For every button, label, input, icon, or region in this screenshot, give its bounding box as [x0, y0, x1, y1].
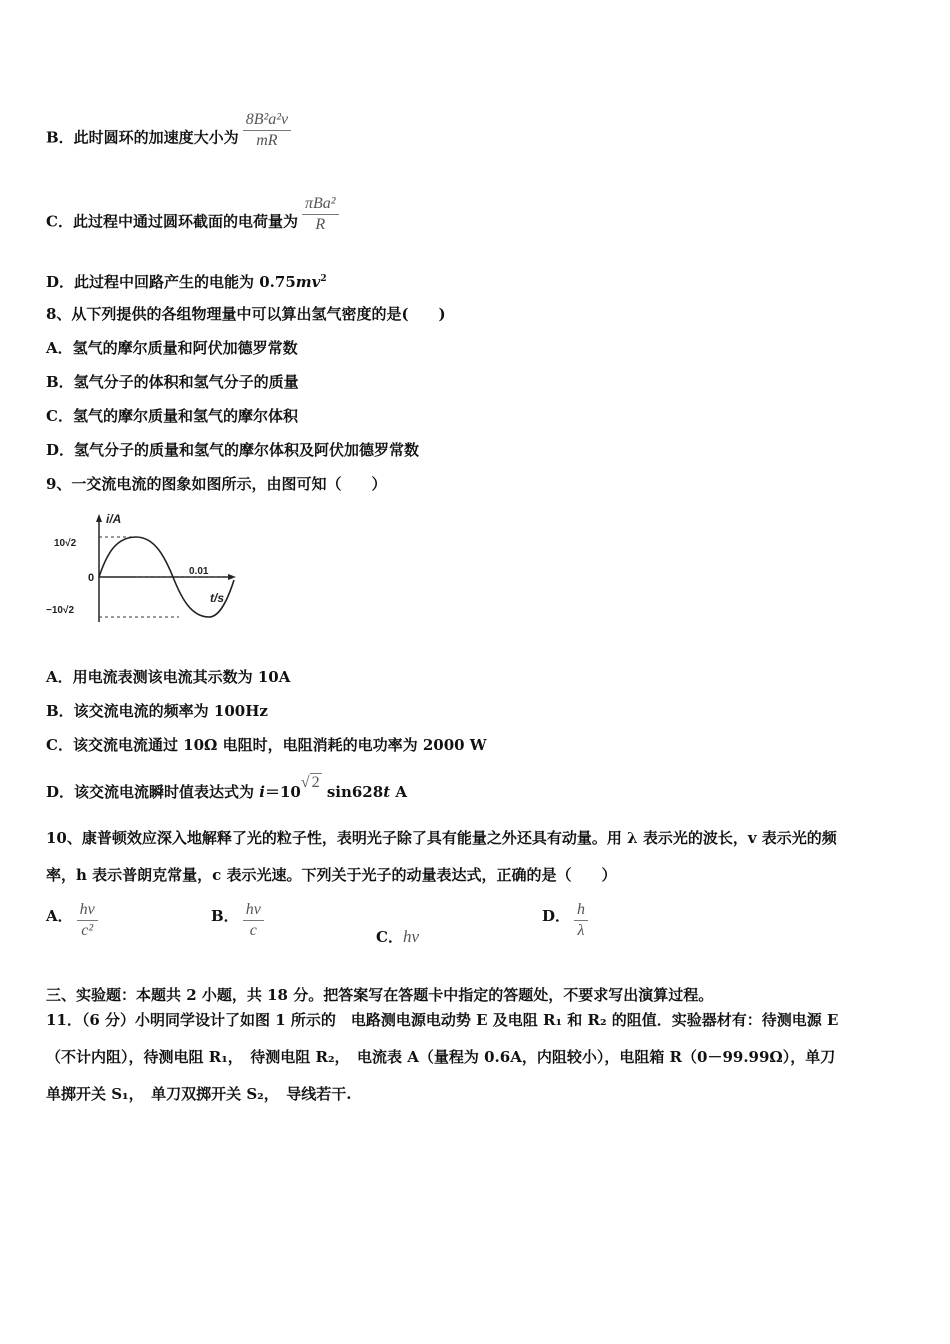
q11-text [46, 1002, 908, 1113]
q9-current-graph [46, 510, 241, 630]
q11-line3: 单掷开关 S₁， 单刀双掷开关 S₂， 导线若干. [46, 1085, 352, 1103]
q10-option-b-numerator: hv [245, 901, 261, 918]
graph-y-arrow [96, 514, 102, 522]
q10-option-a-denominator: c² [81, 922, 94, 939]
q10-option-b-fraction [243, 900, 264, 941]
q7-option-b-numerator: 8B²a²v [245, 111, 289, 128]
q7-option-c-denominator: R [315, 216, 326, 233]
q9-option-c: C．该交流电流通过 10Ω 电阻时，电阻消耗的电功率为 2000 W [46, 736, 487, 754]
q7-option-c [46, 195, 339, 243]
q10-option-a-label: A． [46, 906, 73, 925]
q10-option-b-label: B． [211, 906, 239, 925]
q10-option-a [46, 900, 98, 941]
q10-stem [46, 820, 908, 894]
q11-line1: 11．（6 分）小明同学设计了如图 1 所示的 电路测电源电动势 E 及电阻 R₁ 和 R₂ 的阻值．实验器材有：待测电源 E [46, 1011, 839, 1029]
section3-heading: 三、实验题：本题共 2 小题，共 18 分。把答案写在答题卡中指定的答题处，不要求写出演算过程。 [46, 986, 714, 1004]
q9-option-d-var: i [259, 783, 265, 801]
q10-option-a-numerator: hv [79, 901, 95, 918]
q10-option-b-denominator: c [249, 922, 257, 939]
q7-option-b [46, 111, 291, 159]
q8-option-a: A．氢气的摩尔质量和阿伏加德罗常数 [46, 339, 298, 357]
q10-stem-line2: 率，h 表示普朗克常量，c 表示光速。下列关于光子的动量表达式，正确的是（ ） [46, 866, 617, 884]
graph-x-tick-label: 0.01 [189, 566, 209, 577]
q9-option-b: B．该交流电流的频率为 100Hz [46, 702, 268, 720]
q7-option-c-numerator: πBa² [304, 195, 336, 212]
q9-option-d-suffix: sin628 [321, 783, 384, 801]
q10-option-d-denominator: λ [577, 922, 585, 939]
graph-x-label: t/s [210, 591, 225, 605]
q9-option-a: A．用电流表测该电流其示数为 10A [46, 668, 291, 686]
q10-option-c-label: C． [376, 928, 403, 946]
q8-stem: 8、从下列提供的各组物理量中可以算出氢气密度的是( ) [46, 305, 446, 323]
q9-option-d [46, 774, 407, 803]
q10-option-a-fraction [77, 900, 98, 941]
q10-option-d-numerator: h [577, 901, 586, 918]
q8-option-b: B．氢气分子的体积和氢气分子的质量 [46, 373, 299, 391]
q9-option-d-eq: ＝10 [264, 783, 301, 801]
q7-option-b-denominator: mR [256, 132, 278, 149]
q10-option-d-label: D． [542, 906, 571, 925]
q10-option-c-expr: hv [402, 927, 419, 946]
q7-option-d [46, 269, 327, 292]
q7-option-d-label: D．此过程中回路产生的电能为 0.75 [46, 273, 296, 291]
q10-stem-line1: 10、康普顿效应深入地解释了光的粒子性，表明光子除了具有能量之外还具有动量。用 λ 表示光的波长，v 表示光的频 [46, 829, 837, 847]
q10-option-b [211, 900, 264, 941]
q7-option-c-fraction [302, 194, 339, 235]
q7-option-d-exp: 2 [320, 274, 327, 284]
q9-option-d-t: t [383, 783, 391, 801]
graph-origin-label: 0 [88, 572, 95, 584]
graph-y-label: i/A [106, 512, 122, 526]
q7-option-b-label: B．此时圆环的加速度大小为 [46, 128, 239, 147]
q9-option-d-unit: A [390, 783, 407, 801]
q10-option-c [376, 926, 419, 947]
graph-y-max-label: 10√2 [54, 538, 77, 549]
q10-option-d-fraction [574, 900, 588, 941]
q9-option-d-sqrt: √ 2 [300, 774, 320, 791]
q11-line2: （不计内阻），待测电阻 R₁， 待测电阻 R₂， 电流表 A（量程为 0.6A，内阻较小），电阻箱 R（0－99.99Ω），单刀 [46, 1048, 836, 1066]
q7-option-c-label: C．此过程中通过圆环截面的电荷量为 [46, 212, 298, 231]
q9-option-d-prefix: D．该交流电流瞬时值表达式为 [46, 783, 260, 801]
q7-option-b-fraction [243, 110, 291, 151]
q7-option-d-var: mv [295, 273, 321, 291]
q10-option-d [542, 900, 588, 941]
graph-y-min-label: −10√2 [46, 605, 75, 616]
q8-option-c: C．氢气的摩尔质量和氢气的摩尔体积 [46, 407, 298, 425]
q9-stem: 9、一交流电流的图象如图所示，由图可知（ ） [46, 475, 387, 493]
q9-option-d-sqrt-radicand: 2 [311, 774, 320, 791]
q8-option-d: D．氢气分子的质量和氢气的摩尔体积及阿伏加德罗常数 [46, 441, 420, 459]
